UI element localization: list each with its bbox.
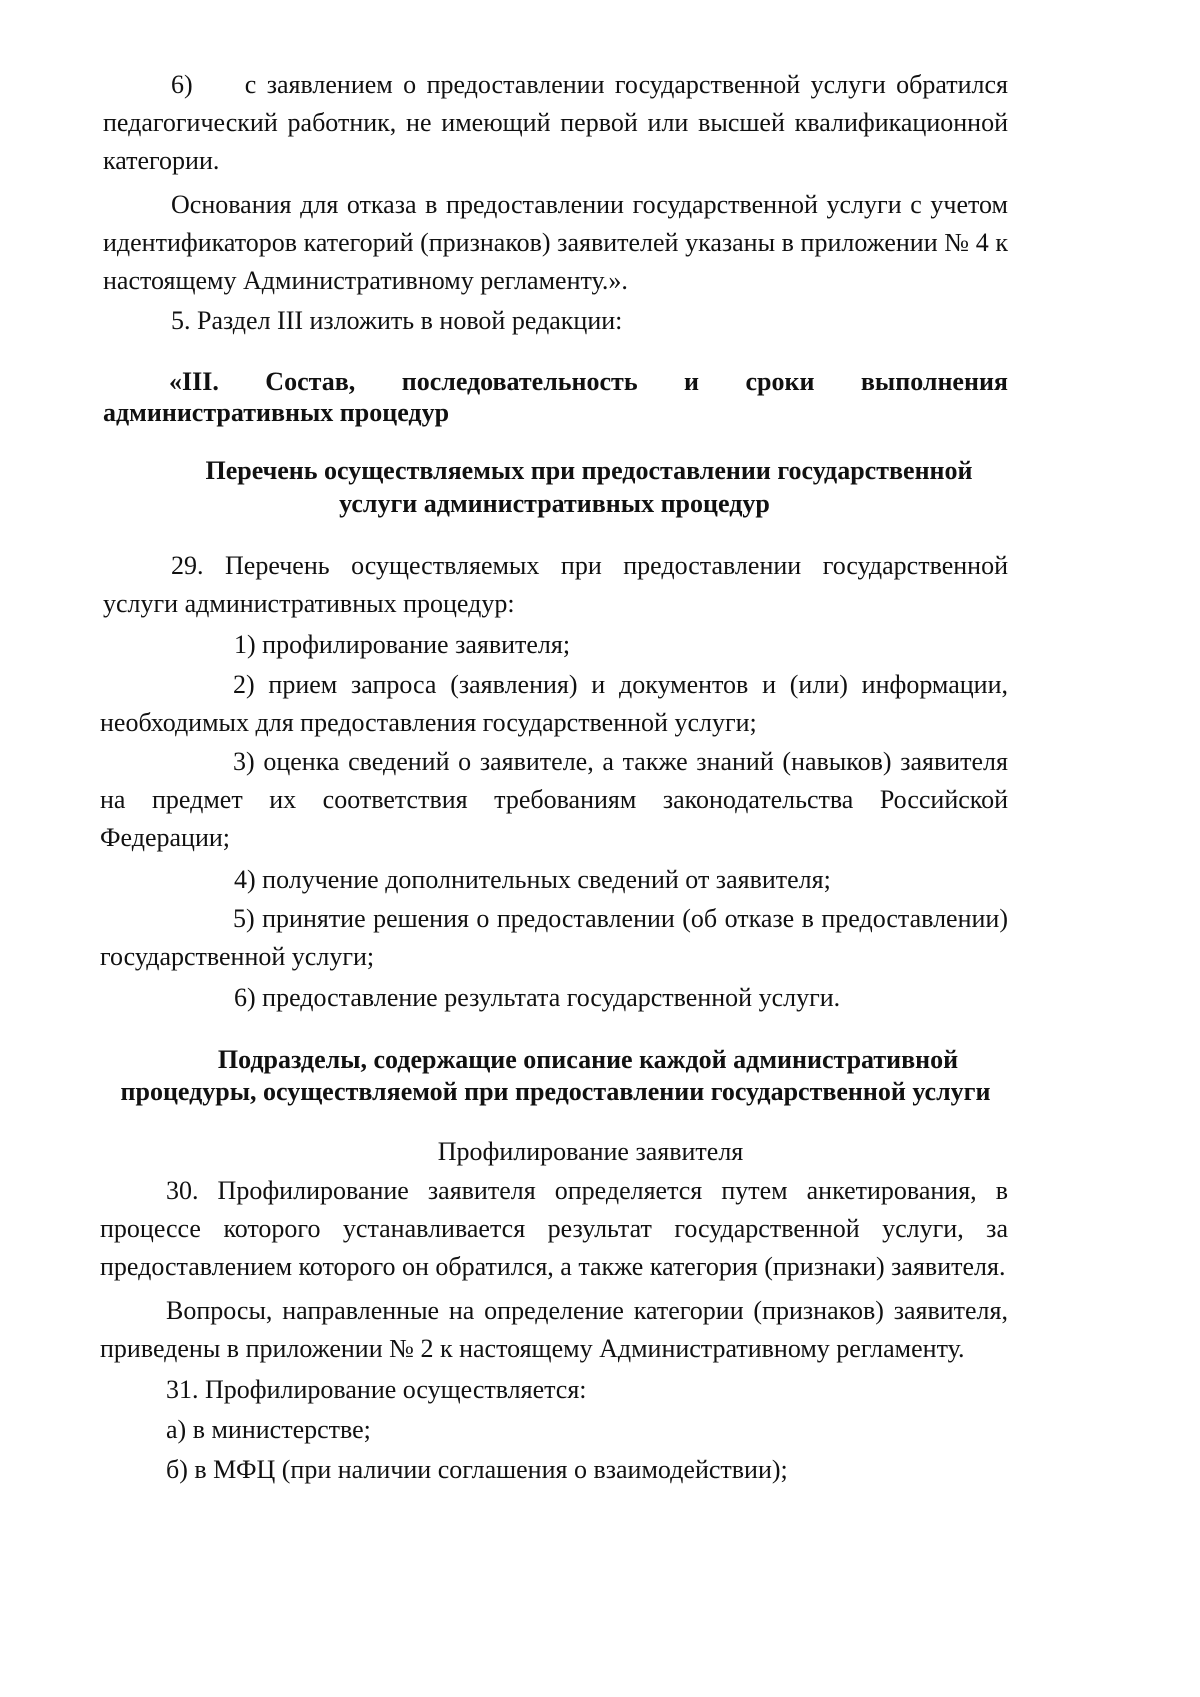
procedure-3: 3) оценка сведений о заявителе, а также знаний (навыков) заявителя на предмет их соответствия требованиям законодательства Российской Федерации;	[100, 747, 1008, 852]
section-title-line-2: административных процедур	[103, 398, 450, 427]
section-title-line-1: «III. Состав, последовательность и сроки выполнения	[169, 367, 1008, 396]
procedure-2: 2) прием запроса (заявления) и документов и (или) информации, необходимых для предоставления государственной услуги;	[100, 670, 1008, 737]
procedure-4: 4) получение дополнительных сведений от заявителя;	[234, 865, 831, 894]
procedure-1: 1) профилирование заявителя;	[234, 630, 571, 659]
item-6-refusal-ground: 6) с заявлением о предоставлении государственной услуги обратился педагогический работник, не имеющий первой или высшей квалификационной категории.	[103, 70, 1008, 175]
subsections-heading-line-1: Подразделы, содержащие описание каждой административной	[217, 1045, 959, 1074]
item-b: б) в МФЦ (при наличии соглашения о взаимодействии);	[166, 1455, 788, 1484]
point-31: 31. Профилирование осуществляется:	[166, 1375, 587, 1404]
questions-paragraph: Вопросы, направленные на определение категории (признаков) заявителя, приведены в приложении № 2 к настоящему Административному регламенту.	[100, 1296, 1008, 1363]
profiling-subsection-title: Профилирование заявителя	[437, 1137, 744, 1166]
item-a: а) в министерстве;	[166, 1415, 371, 1444]
procedure-6: 6) предоставление результата государственной услуги.	[234, 983, 841, 1012]
procedure-5: 5) принятие решения о предоставлении (об отказе в предоставлении) государственной услуги;	[100, 904, 1008, 971]
point-30: 30. Профилирование заявителя определяется путем анкетирования, в процессе которого устанавливается результат государственной услуги, за предоставлением которого он обратился, а также категория (признаки) заявителя.	[100, 1176, 1008, 1281]
list-heading-line-1: Перечень осуществляемых при предоставлении государственной	[205, 456, 973, 485]
point-5: 5. Раздел III изложить в новой редакции:	[171, 306, 623, 335]
point-29: 29. Перечень осуществляемых при предоставлении государственной услуги административных процедур:	[103, 551, 1008, 618]
subsections-heading-line-2: процедуры, осуществляемой при предоставлении государственной услуги	[120, 1077, 991, 1106]
refusal-grounds-paragraph: Основания для отказа в предоставлении государственной услуги с учетом идентификаторов категорий (признаков) заявителей указаны в приложении № 4 к настоящему Административному регламенту.».	[103, 190, 1008, 295]
list-heading-line-2: услуги административных процедур	[339, 489, 770, 518]
